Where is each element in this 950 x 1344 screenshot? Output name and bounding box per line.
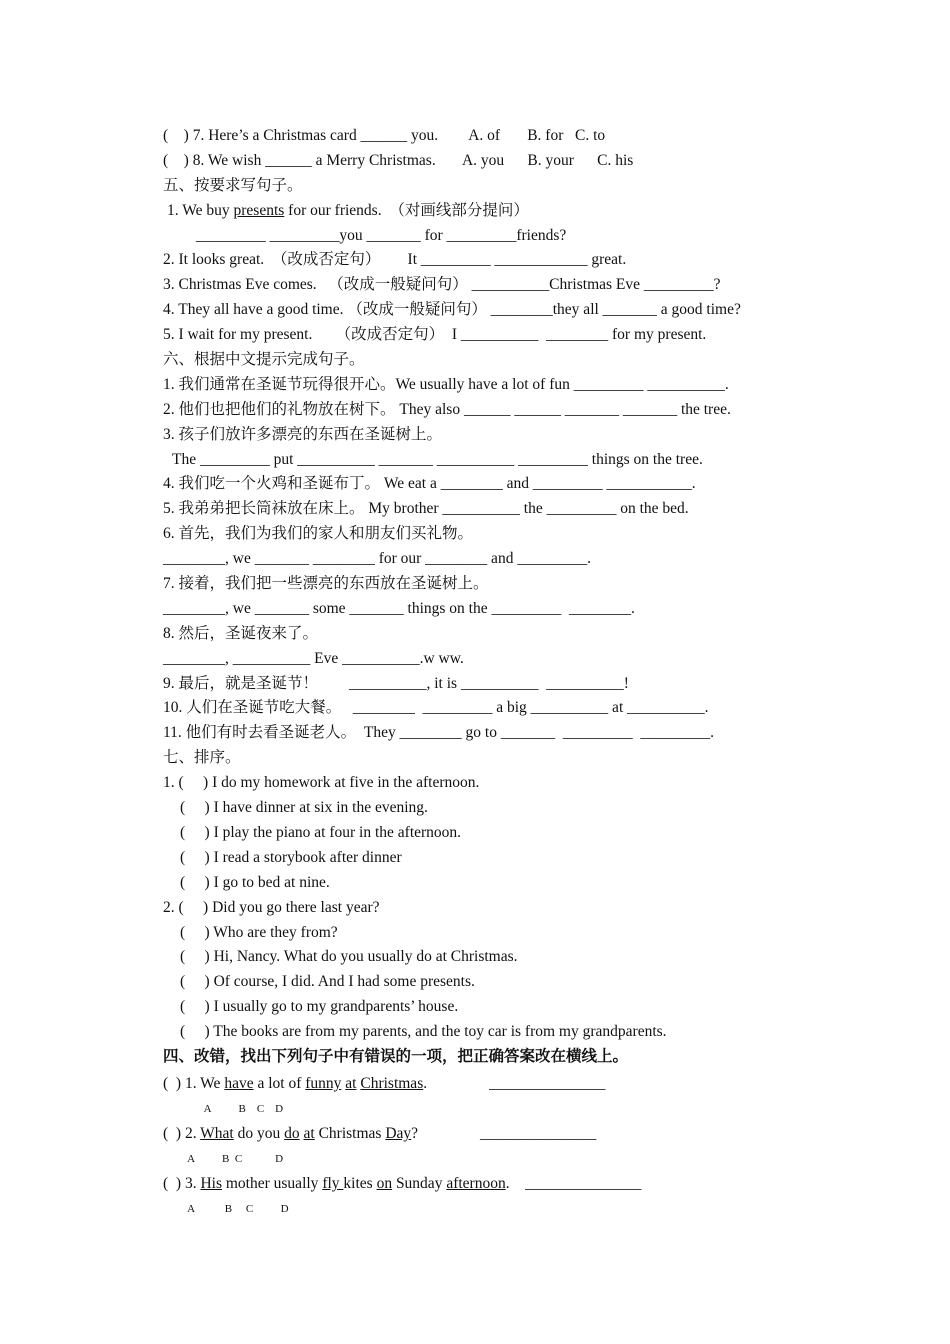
order-group-2-item-2: ( ) Who are they from? [180,923,338,941]
rewrite-question-1 [163,199,803,224]
translate-question-7-en: ________, we _______ some _______ things on the _________ ________. [163,599,635,617]
translate-question-3-en: The _________ put __________ _______ __________ _________ things on the tree. [172,450,703,468]
section-seven-heading: 七、排序。 [163,749,241,767]
translate-question-6-cn: 6. 首先，我们为我们的家人和朋友们买礼物。 [163,525,474,543]
translate-question-4: 4. 我们吃一个火鸡和圣诞布丁。 We eat a ________ and _________ ___________. [163,475,696,493]
option-a-underlined: have [224,1074,254,1092]
order-group-2-item-3: ( ) Hi, Nancy. What do you usually do at Christmas. [180,948,518,966]
section-four-heading: 四、改错，找出下列句子中有错误的一项，把正确答案改在横线上。 [163,1047,629,1065]
option-d-underlined: afternoon [446,1174,506,1192]
option-b-underlined: funny [305,1074,342,1092]
rewrite-answer-1: _________ _________you _______ for _________friends? [196,226,567,244]
order-group-1-item-1: 1. ( ) I do my homework at five in the afternoon. [163,774,480,792]
error-question-1 [163,1070,803,1098]
translate-question-1: 1. 我们通常在圣诞节玩得很开心。We usually have a lot of fun _________ __________. [163,375,729,393]
section-five-heading: 五、按要求写句子。 [163,176,303,194]
translate-question-8-cn: 8. 然后，圣诞夜来了。 [163,624,319,642]
rewrite-question-4: 4. They all have a good time. （改成一般疑问句） ________they all _______ a good time? [163,301,741,319]
text-segment: Sunday [392,1174,447,1192]
rewrite-q1-suffix: for our friends. （对画线部分提问） [284,201,529,219]
translate-question-11: 11. 他们有时去看圣诞老人。 They ________ go to _______ _________ _________. [163,724,714,742]
question-7: ( ) 7. Here’s a Christmas card ______ you. A. of B. for C. to [163,127,606,144]
text-segment: ? [411,1124,419,1142]
option-a-underlined: What [200,1124,234,1142]
option-b-underlined: fly [322,1174,344,1192]
translate-question-2: 2. 他们也把他们的礼物放在树下。 They also ______ ______ _______ _______ the tree. [163,400,731,418]
option-letters: A B C D [163,1202,289,1215]
text-segment: kites [343,1174,377,1192]
text-segment: . [505,1174,510,1192]
option-c-underlined: at [345,1074,357,1092]
translate-question-10: 10. 人们在圣诞节吃大餐。 ________ _________ a big __________ at __________. [163,699,709,717]
translate-question-8-en: ________, __________ Eve __________.w ww. [163,649,464,667]
order-group-1-item-3: ( ) I play the piano at four in the afternoon. [180,823,462,841]
rewrite-question-2: 2. It looks great. （改成否定句） It _________ ____________ great. [163,251,627,269]
option-c-underlined: on [376,1174,393,1192]
order-group-2-item-1: 2. ( ) Did you go there last year? [163,898,380,916]
translate-question-6-en: ________, we _______ ________ for our ________ and _________. [163,550,591,568]
option-letters: A B C D [163,1152,284,1165]
rewrite-q1-prefix: 1. We buy [167,201,234,219]
question-number: ( ) 2. [163,1124,201,1142]
order-group-1-item-2: ( ) I have dinner at six in the evening. [180,799,428,817]
translate-question-7-cn: 7. 接着，我们把一些漂亮的东西放在圣诞树上。 [163,575,489,593]
order-group-2-item-6: ( ) The books are from my parents, and the toy car is from my grandparents. [180,1023,667,1041]
option-d-underlined: Day [385,1124,412,1142]
text-segment: . [423,1074,428,1092]
translate-question-9: 9. 最后，就是圣诞节！ __________, it is __________ __________! [163,674,629,692]
rewrite-question-5: 5. I wait for my present. （改成否定句） I __________ ________ for my present. [163,326,707,344]
translate-question-5: 5. 我弟弟把长筒袜放在床上。 My brother __________ the _________ on the bed. [163,500,689,518]
answer-blank: _______________ [509,1174,642,1192]
option-c-underlined: at [303,1124,315,1142]
answer-blank: _______________ [427,1074,606,1092]
question-8: ( ) 8. We wish ______ a Merry Christmas. A. you B. your C. his [163,151,634,169]
text-segment: do you [233,1124,285,1142]
error-question-3 [163,1170,803,1198]
order-group-1-item-5: ( ) I go to bed at nine. [180,873,330,891]
section-six-heading: 六、根据中文提示完成句子。 [163,351,365,369]
order-group-1-item-4: ( ) I read a storybook after dinner [180,848,402,866]
rewrite-question-3: 3. Christmas Eve comes. （改成一般疑问句） __________Christmas Eve _________? [163,276,721,294]
text-segment: Christmas [314,1124,386,1142]
text-segment: We [200,1074,225,1092]
text-segment: mother usually [222,1174,323,1192]
option-b-underlined: do [284,1124,300,1142]
question-number: ( ) 3. [163,1174,201,1192]
question-number: ( ) 1. [163,1074,201,1092]
text-segment: a lot of [253,1074,306,1092]
underlined-word: presents [233,201,285,219]
answer-blank: _______________ [418,1124,597,1142]
option-d-underlined: Christmas [360,1074,424,1092]
error-question-2 [163,1120,803,1148]
order-group-2-item-5: ( ) I usually go to my grandparents’ house. [180,998,459,1016]
translate-question-3-cn: 3. 孩子们放许多漂亮的东西在圣诞树上。 [163,425,443,443]
option-letters: A B C D [163,1102,284,1115]
worksheet-page [163,124,803,1220]
option-a-underlined: His [200,1174,222,1192]
order-group-2-item-4: ( ) Of course, I did. And I had some presents. [180,973,475,991]
